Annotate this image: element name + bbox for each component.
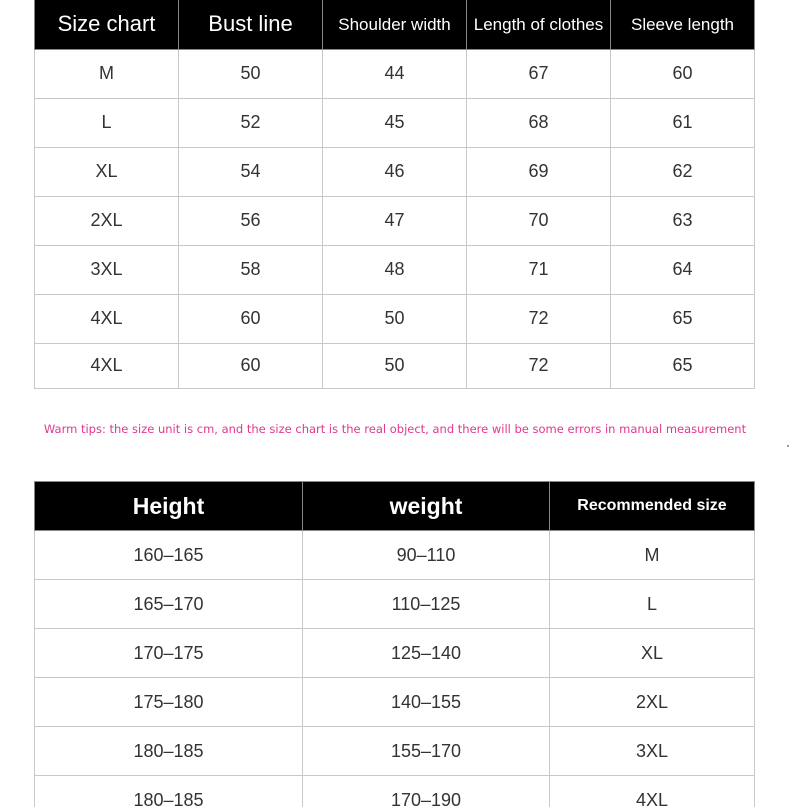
size-chart-row: [35, 245, 755, 294]
header-recommended-size: Recommended size: [550, 482, 755, 531]
table-cell: 110–125: [303, 580, 550, 629]
warm-tip-note: Warm tips: the size unit is cm, and the size chart is the real object, and there will be some errors in manual measurement: [43, 422, 747, 436]
size-chart-table: [34, 0, 755, 389]
table-cell: 67: [467, 49, 611, 98]
table-cell: 63: [611, 196, 755, 245]
table-cell: 4XL: [550, 776, 755, 807]
size-chart-header-row: [35, 0, 755, 49]
table-cell: 72: [467, 294, 611, 343]
table-cell: 140–155: [303, 678, 550, 727]
table-cell: 90–110: [303, 531, 550, 580]
header-weight: weight: [303, 482, 550, 531]
table-cell: 68: [467, 98, 611, 147]
table-cell: 48: [323, 245, 467, 294]
table-cell: 60: [611, 49, 755, 98]
table-cell: M: [35, 49, 179, 98]
table-cell: 61: [611, 98, 755, 147]
table-cell: 3XL: [35, 245, 179, 294]
header-length-of-clothes: Length of clothes: [467, 0, 611, 49]
recommendation-row: [35, 678, 755, 727]
table-cell: 70: [467, 196, 611, 245]
recommendation-row: [35, 531, 755, 580]
table-cell: 170–175: [35, 629, 303, 678]
table-cell: 72: [467, 343, 611, 388]
table-cell: 44: [323, 49, 467, 98]
table-cell: 54: [179, 147, 323, 196]
table-cell: 69: [467, 147, 611, 196]
header-height: Height: [35, 482, 303, 531]
table-cell: 165–170: [35, 580, 303, 629]
table-cell: 60: [179, 294, 323, 343]
table-cell: 50: [179, 49, 323, 98]
table-cell: 4XL: [35, 294, 179, 343]
table-cell: 46: [323, 147, 467, 196]
recommendation-row: [35, 629, 755, 678]
table-cell: L: [35, 98, 179, 147]
size-chart-row: [35, 147, 755, 196]
recommendation-header-row: [35, 482, 755, 531]
table-cell: 2XL: [35, 196, 179, 245]
table-cell: 56: [179, 196, 323, 245]
table-cell: 50: [323, 343, 467, 388]
table-cell: M: [550, 531, 755, 580]
header-sleeve-length: Sleeve length: [611, 0, 755, 49]
table-cell: L: [550, 580, 755, 629]
size-chart-row: [35, 343, 755, 388]
table-cell: XL: [550, 629, 755, 678]
table-cell: 62: [611, 147, 755, 196]
table-cell: 65: [611, 294, 755, 343]
size-chart-row: [35, 49, 755, 98]
recommendation-row: [35, 776, 755, 807]
table-cell: 170–190: [303, 776, 550, 807]
recommendation-table: [34, 481, 755, 807]
table-cell: 50: [323, 294, 467, 343]
table-cell: 125–140: [303, 629, 550, 678]
table-cell: 71: [467, 245, 611, 294]
size-chart-row: [35, 196, 755, 245]
table-cell: 52: [179, 98, 323, 147]
table-cell: 58: [179, 245, 323, 294]
stray-dot: [787, 445, 789, 447]
table-cell: 45: [323, 98, 467, 147]
table-cell: 60: [179, 343, 323, 388]
table-cell: XL: [35, 147, 179, 196]
table-cell: 47: [323, 196, 467, 245]
table-cell: 180–185: [35, 727, 303, 776]
header-bust-line: Bust line: [179, 0, 323, 49]
table-cell: 3XL: [550, 727, 755, 776]
table-cell: 160–165: [35, 531, 303, 580]
table-cell: 2XL: [550, 678, 755, 727]
table-cell: 4XL: [35, 343, 179, 388]
table-cell: 180–185: [35, 776, 303, 807]
recommendation-row: [35, 580, 755, 629]
header-size-chart: Size chart: [35, 0, 179, 49]
table-cell: 155–170: [303, 727, 550, 776]
table-cell: 64: [611, 245, 755, 294]
recommendation-row: [35, 727, 755, 776]
size-chart-row: [35, 294, 755, 343]
size-chart-row: [35, 98, 755, 147]
header-shoulder-width: Shoulder width: [323, 0, 467, 49]
table-cell: 65: [611, 343, 755, 388]
table-cell: 175–180: [35, 678, 303, 727]
